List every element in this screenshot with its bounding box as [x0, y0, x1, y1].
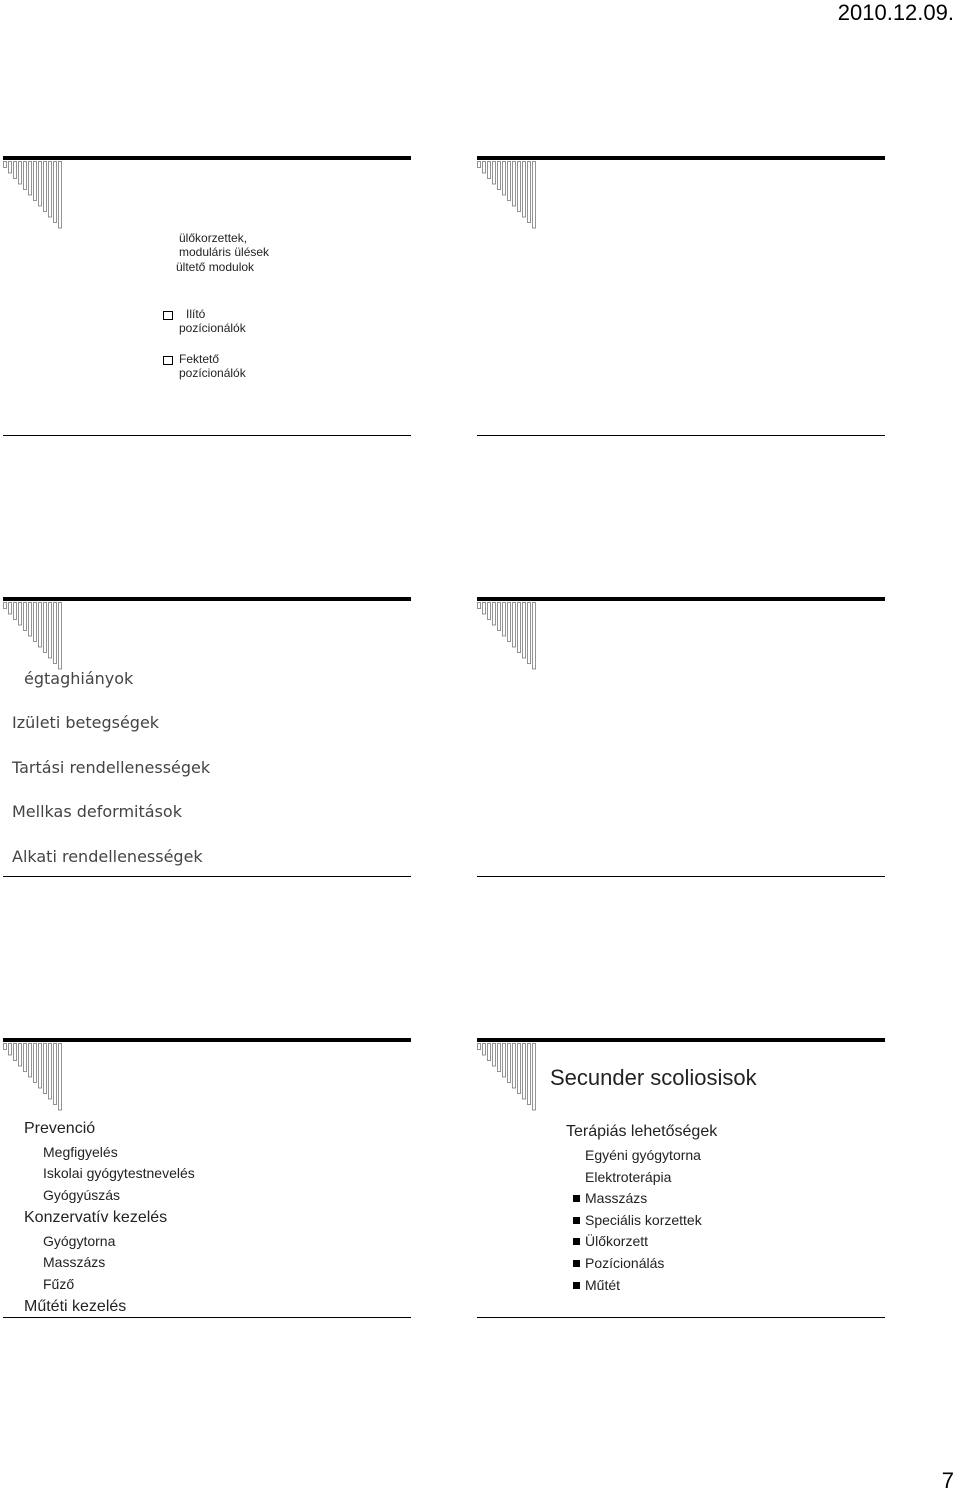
slide-text-line: Ilító — [186, 307, 206, 321]
slide-top-bar — [3, 1038, 411, 1042]
slide-top-bar — [477, 156, 885, 160]
slide-bottom-line — [3, 876, 411, 877]
slide-text-line: pozícionálók — [179, 366, 246, 380]
slide-top-bar — [477, 597, 885, 601]
slide-corner-decoration — [477, 602, 541, 674]
slide-6 — [477, 1038, 885, 1318]
slide-bottom-line — [477, 1317, 885, 1318]
slide-3 — [3, 597, 411, 877]
slide-top-bar — [477, 1038, 885, 1042]
slide-list-subitem: Speciális korzettek — [585, 1212, 702, 1228]
slide-bottom-line — [3, 1317, 411, 1318]
slide-1 — [3, 156, 411, 436]
slide-corner-decoration — [3, 602, 67, 674]
slide-list-subitem: Pozícionálás — [585, 1255, 665, 1271]
slide-title: Secunder scoliosisok — [550, 1065, 757, 1090]
slide-list-item: égtaghiányok — [24, 669, 134, 688]
slide-list-item: Műtéti kezelés — [24, 1298, 127, 1315]
square-bullet-icon — [573, 1195, 580, 1202]
slide-list-item: Terápiás lehetőségek — [566, 1123, 718, 1140]
page-number: 7 — [941, 1468, 954, 1493]
slide-list-item: Tartási rendellenességek — [12, 758, 211, 777]
slide-list-item: Konzervatív kezelés — [24, 1209, 168, 1226]
slide-list-subitem: Megfigyelés — [43, 1144, 118, 1160]
hollow-square-bullet-icon — [163, 356, 173, 365]
slide-list-subitem: Gyógyúszás — [43, 1187, 121, 1203]
slide-top-bar — [3, 156, 411, 160]
slide-text-line: moduláris ülések — [179, 245, 270, 259]
slide-corner-decoration — [477, 1043, 541, 1115]
slide-list-subitem: Műtét — [585, 1277, 621, 1293]
slide-text-line: pozícionálók — [179, 321, 246, 335]
slide-list-subitem: Egyéni gyógytorna — [585, 1147, 701, 1163]
slide-5 — [3, 1038, 411, 1318]
square-bullet-icon — [573, 1260, 580, 1267]
slide-2 — [477, 156, 885, 436]
slide-list-item: Alkati rendellenességek — [12, 847, 203, 866]
slide-list-item: Prevenció — [24, 1120, 96, 1137]
slide-list-subitem: Iskolai gyógytestnevelés — [43, 1165, 195, 1181]
slide-bottom-line — [477, 435, 885, 436]
square-bullet-icon — [573, 1282, 580, 1289]
slide-top-bar — [3, 597, 411, 601]
slide-bottom-line — [477, 876, 885, 877]
slide-text-line: Fektető — [179, 352, 220, 366]
hollow-square-bullet-icon — [163, 311, 173, 320]
slide-text-line: ültető modulok — [176, 260, 255, 274]
slide-list-subitem: Gyógytorna — [43, 1233, 116, 1249]
slide-corner-decoration — [3, 1043, 67, 1115]
slide-list-subitem: Fűző — [43, 1276, 75, 1292]
square-bullet-icon — [573, 1238, 580, 1245]
square-bullet-icon — [573, 1217, 580, 1224]
slide-corner-decoration — [477, 161, 541, 233]
slide-4 — [477, 597, 885, 877]
slide-text-line: ülőkorzettek, — [179, 231, 248, 245]
slide-corner-decoration — [3, 161, 67, 233]
slide-list-subitem: Masszázs — [585, 1190, 648, 1206]
slide-list-subitem: Elektroterápia — [585, 1169, 672, 1185]
slide-list-item: Mellkas deformitások — [12, 802, 182, 821]
slide-list-subitem: Ülőkorzett — [585, 1233, 649, 1249]
slide-bottom-line — [3, 435, 411, 436]
slide-list-subitem: Masszázs — [43, 1254, 106, 1270]
slide-list-item: Izületi betegségek — [12, 713, 160, 732]
header-date: 2010.12.09. — [837, 0, 954, 25]
